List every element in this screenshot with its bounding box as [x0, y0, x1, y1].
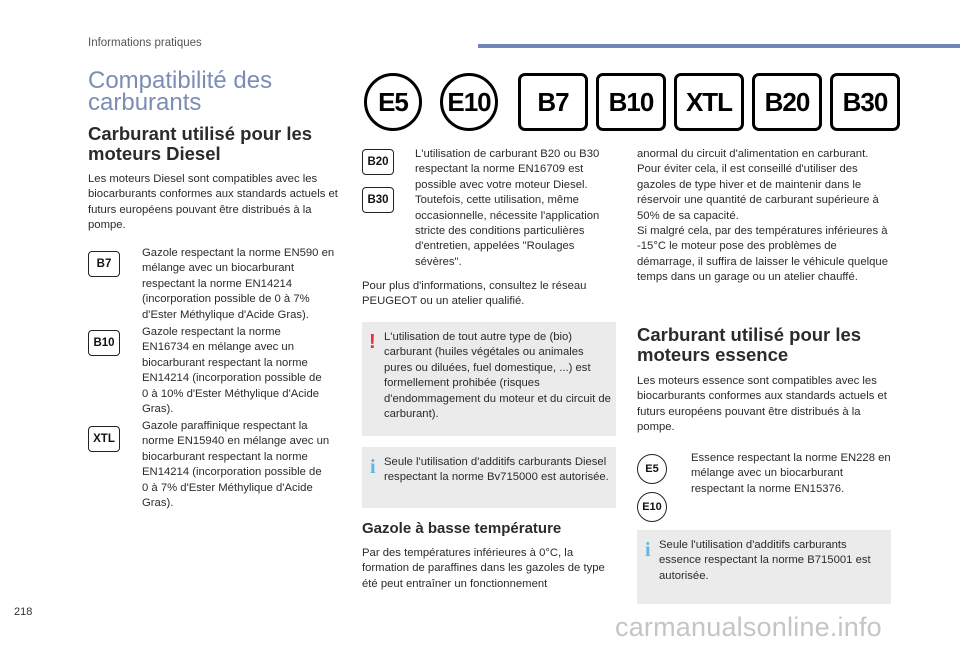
info-box-petrol-text: Seule l'utilisation d'additifs carburants essence respectant la norme B715001 est autorisée.: [659, 539, 871, 582]
diesel-item-xtl-text: Gazole paraffinique respectant la norme EN15940 en mélange avec un biocarburant respectant la norme EN14214 (incorporation possible de 0 à 7% d'Ester Méthylique d'Acide Gras).: [142, 420, 330, 510]
petrol-intro: Les moteurs essence sont compatibles avec les biocarburants conformes aux standards actuels et futurs européens pouvant être distribués à la pompe.: [637, 375, 887, 434]
diesel-item-badge-xtl: XTL: [88, 426, 120, 452]
header-accent-bar: [478, 44, 960, 48]
page-title-line1: Compatibilité des: [88, 67, 273, 94]
petrol-heading-line2: moteurs essence: [637, 344, 789, 365]
fuel-badge-b30: B30: [830, 73, 900, 131]
low-temp-continued: anormal du circuit d'alimentation en carburant. Pour éviter cela, il est conseillé d'utiliser des gazoles de type hiver et de maintenir dans le réservoir une quantité de carburant supérieure à 50% de sa capacité. Si malgré cela, par des températures inférieures à -15°C le moteur pose des problèmes de démarrage, il suffira de laisser le véhicule quelque temps dans un garage ou un atelier chauffé.: [637, 148, 888, 284]
watermark: carmanualsonline.info: [615, 612, 882, 642]
diesel-heading-line2: moteurs Diesel: [88, 143, 221, 164]
low-temp-heading: Gazole à basse température: [362, 520, 562, 537]
fuel-badge-xtl: XTL: [674, 73, 744, 131]
warning-icon: !: [369, 331, 376, 353]
more-info-text: Pour plus d'informations, consultez le réseau PEUGEOT ou un atelier qualifié.: [362, 280, 587, 308]
petrol-heading-line1: Carburant utilisé pour les: [637, 324, 862, 345]
diesel-item-badge-b10: B10: [88, 330, 120, 356]
low-temp-text: Par des températures inférieures à 0°C, la formation de paraffines dans les gazoles de type été peut entraîner un fonctionnement: [362, 547, 605, 590]
b30-badge: B30: [362, 187, 394, 213]
fuel-badge-b7: B7: [518, 73, 588, 131]
info-icon: i: [645, 539, 651, 561]
warning-text: L'utilisation de tout autre type de (bio) carburant (huiles végétales ou animales pures ou diluées, fuel domestique, ...) est formellement prohibée (risques d'endommagement du moteur et du circuit de carburant).: [384, 331, 611, 421]
petrol-badge-e5: E5: [637, 454, 667, 484]
diesel-item-b10-text: Gazole respectant la norme EN16734 en mélange avec un biocarburant respectant la norme EN14214 (incorporation possible de 0 à 10% d'Ester Méthylique d'Acide Gras).: [142, 326, 322, 416]
info-box-petrol: [637, 530, 891, 604]
fuel-badge-b10: B10: [596, 73, 666, 131]
b20-b30-text: L'utilisation de carburant B20 ou B30 respectant la norme EN16709 est possible avec votre moteur Diesel. Toutefois, cette utilisation, même occasionnelle, nécessite l'application stricte des conditions particulières d'entretien, appelées "Roulages sévères".: [415, 148, 600, 268]
page-title: [88, 67, 273, 116]
page-number: 218: [14, 606, 33, 618]
info-icon: i: [370, 456, 376, 478]
fuel-badge-b20: B20: [752, 73, 822, 131]
diesel-item-b7-text: Gazole respectant la norme EN590 en mélange avec un biocarburant respectant la norme EN14214 (incorporation possible de 0 à 7% d'Ester Méthylique d'Acide Gras).: [142, 247, 335, 321]
diesel-item-badge-b7: B7: [88, 251, 120, 277]
warning-box: [362, 322, 616, 436]
fuel-badge-e10: E10: [440, 73, 498, 131]
b20-badge: B20: [362, 149, 394, 175]
info-box-diesel-text: Seule l'utilisation d'additifs carburants Diesel respectant la norme Bv715000 est autorisée.: [384, 456, 609, 484]
section-header: Informations pratiques: [88, 37, 202, 49]
info-box-diesel: [362, 447, 616, 508]
diesel-heading-line1: Carburant utilisé pour les: [88, 123, 313, 144]
diesel-heading: [88, 124, 358, 164]
petrol-badge-e10: E10: [637, 492, 667, 522]
diesel-intro: Les moteurs Diesel sont compatibles avec les biocarburants conformes aux standards actuels et futurs européens pouvant être distribués à la pompe.: [88, 173, 338, 232]
fuel-badge-e5: E5: [364, 73, 422, 131]
page-title-line2: carburants: [88, 89, 202, 116]
petrol-heading: [637, 325, 917, 365]
petrol-text: Essence respectant la norme EN228 en mélange avec un biocarburant respectant la norme EN15376.: [691, 452, 891, 495]
